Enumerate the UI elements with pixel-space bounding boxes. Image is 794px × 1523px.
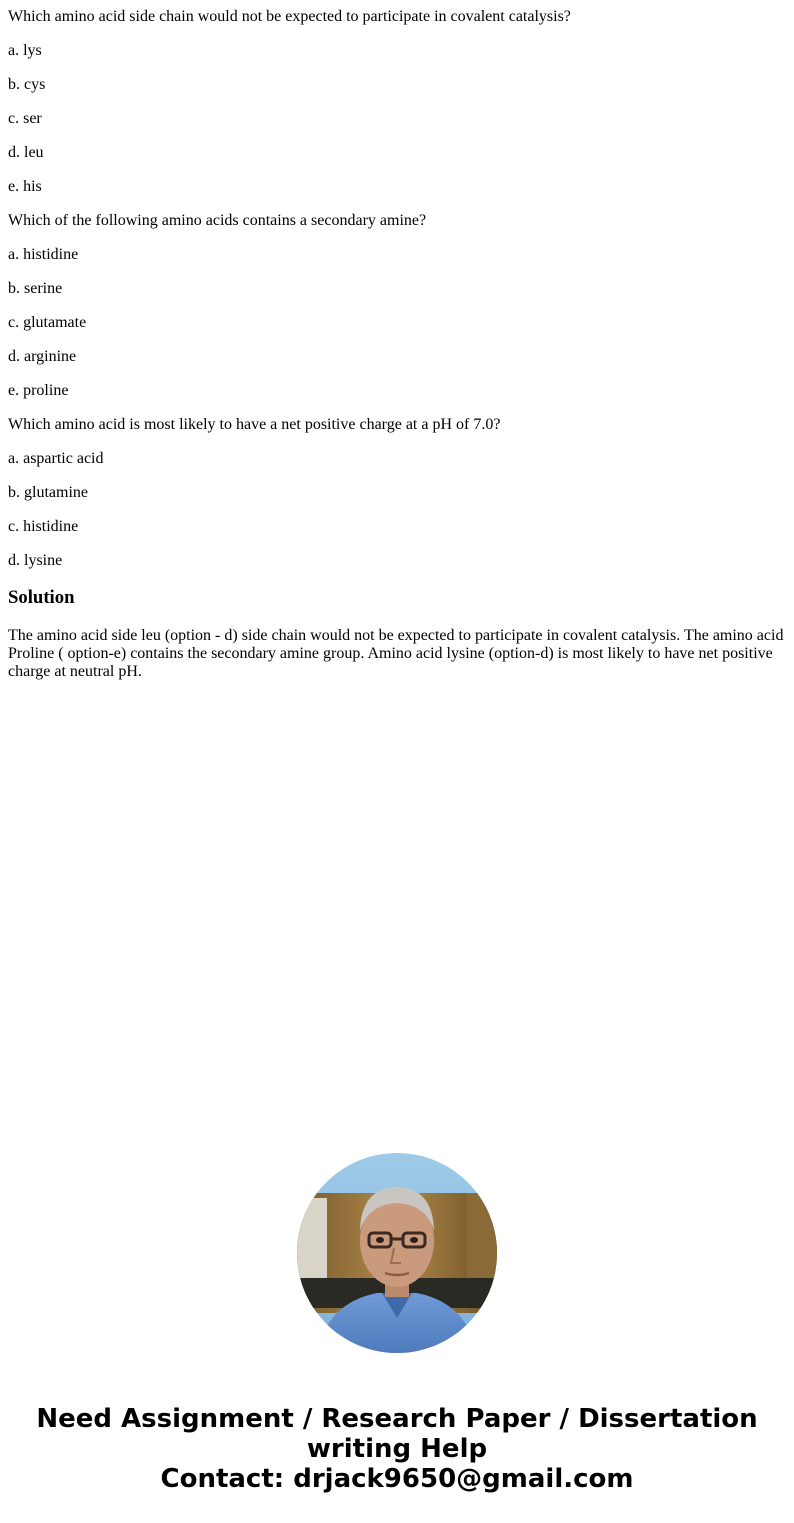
option: e. proline [8,382,69,399]
option: a. histidine [8,246,79,263]
promo-line: writing Help [306,1434,488,1464]
portrait-image [297,1153,497,1353]
avatar [297,1153,497,1353]
question-text: Which of the following amino acids contains a secondary amine? [8,212,427,229]
option: d. arginine [8,348,77,365]
option: c. histidine [8,518,79,535]
question-text: Which amino acid is most likely to have a net positive charge at a pH of 7.0? [8,416,501,433]
solution-heading: Solution [8,587,75,608]
option: d. lysine [8,552,63,569]
question-text: Which amino acid side chain would not be expected to participate in covalent catalysis? [8,8,571,25]
promo-contact: Contact: drjack9650@gmail.com [160,1464,634,1494]
option: b. glutamine [8,484,88,501]
option: b. cys [8,76,46,93]
promo-line: Need Assignment / Research Paper / Dissertation [36,1404,758,1434]
question-1 [8,8,786,196]
option: c. ser [8,110,42,127]
option: e. his [8,178,42,195]
document-content [8,0,786,681]
option: a. aspartic acid [8,450,104,467]
question-2 [8,212,786,400]
option: b. serine [8,280,63,297]
question-3 [8,416,786,570]
promo-banner [0,1404,794,1494]
option: d. leu [8,144,44,161]
option: c. glutamate [8,314,87,331]
solution-text: The amino acid side leu (option - d) side chain would not be expected to participate in covalent catalysis. The amino acid Proline ( option-e) contains the secondary amine group. Amino acid lysine (option-d) is most likely to have net positive charge at neutral pH. [8,627,784,680]
option: a. lys [8,42,42,59]
